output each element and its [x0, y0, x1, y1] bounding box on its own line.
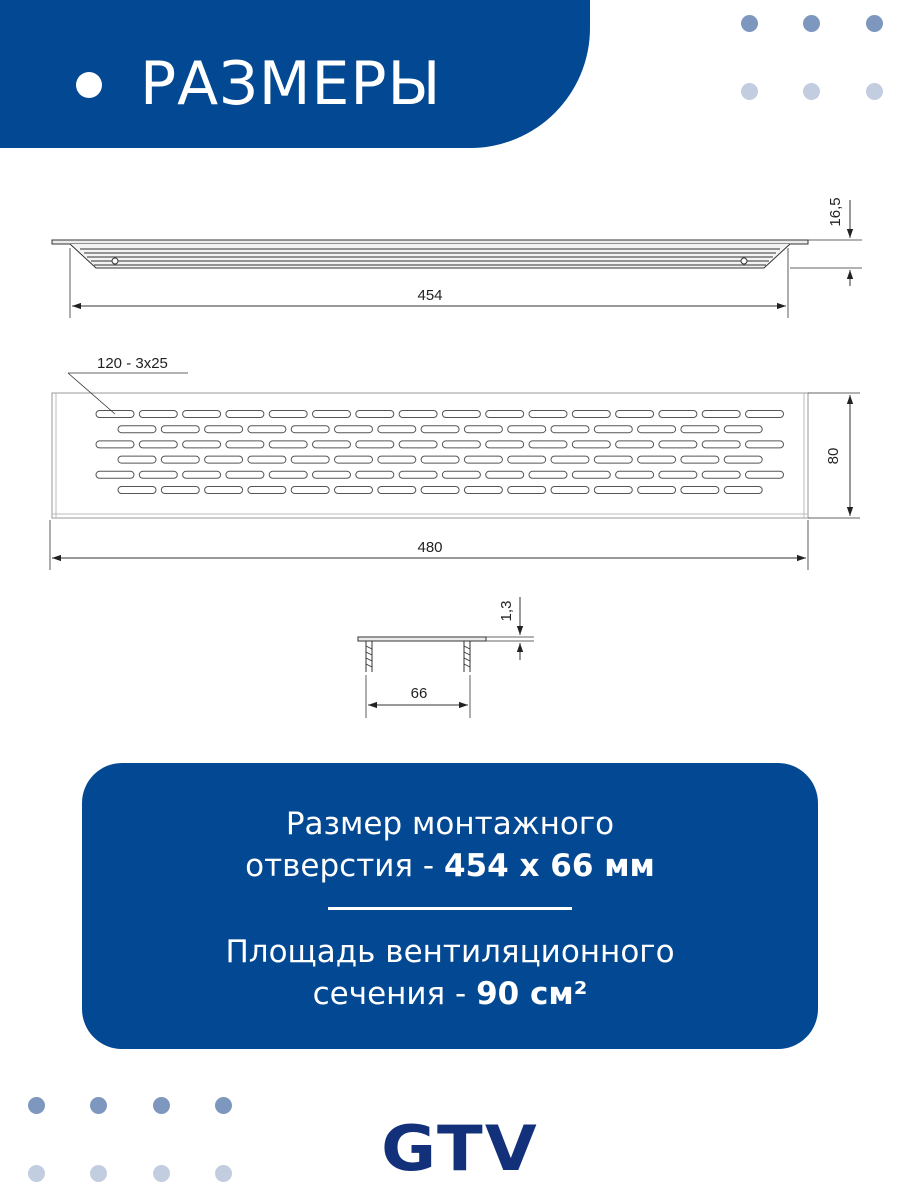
- vent-slot: [248, 426, 286, 433]
- decor-dot: [28, 1165, 45, 1182]
- slot-label: 120 - 3x25: [97, 355, 168, 372]
- vent-slot: [724, 426, 762, 433]
- vent-slot: [681, 426, 719, 433]
- vent-slot: [442, 411, 480, 418]
- vent-slot: [442, 471, 480, 478]
- decor-dot: [215, 1165, 232, 1182]
- vent-slot: [421, 456, 459, 463]
- vent-slot: [572, 471, 610, 478]
- vent-slot: [551, 426, 589, 433]
- vent-slot: [96, 441, 134, 448]
- vent-slot: [702, 471, 740, 478]
- vent-slot: [335, 426, 373, 433]
- vent-slot: [269, 441, 307, 448]
- vent-slot: [681, 456, 719, 463]
- vent-slot: [551, 487, 589, 494]
- vent-slot: [356, 441, 394, 448]
- vent-slot: [313, 441, 351, 448]
- vent-slot: [139, 471, 177, 478]
- vent-slot: [724, 456, 762, 463]
- vent-slot: [508, 426, 546, 433]
- front-width-label: 480: [417, 539, 443, 556]
- vent-slot: [421, 487, 459, 494]
- vent-slot: [746, 411, 784, 418]
- vent-slot: [572, 441, 610, 448]
- page-title: РАЗМЕРЫ: [140, 49, 442, 119]
- vent-slot: [551, 456, 589, 463]
- vent-slot: [183, 411, 221, 418]
- vent-slot: [486, 471, 524, 478]
- vent-slot: [118, 426, 156, 433]
- front-height-label: 80: [825, 447, 842, 465]
- vent-slot: [746, 471, 784, 478]
- decor-dot: [215, 1097, 232, 1114]
- mounting-hole-suffix: отверстия -: [245, 848, 444, 884]
- decor-dot: [28, 1097, 45, 1114]
- mounting-hole-line1: Размер монтажного: [285, 806, 615, 842]
- vent-slot: [681, 487, 719, 494]
- vent-slot: [248, 456, 286, 463]
- vent-slot: [139, 411, 177, 418]
- vent-slot: [139, 441, 177, 448]
- vent-slot: [421, 426, 459, 433]
- vent-slot: [638, 456, 676, 463]
- decor-dot: [153, 1097, 170, 1114]
- vent-slot: [205, 487, 243, 494]
- vent-slot: [529, 441, 567, 448]
- vent-slot: [442, 441, 480, 448]
- vent-slot: [291, 426, 329, 433]
- vent-slot: [616, 471, 654, 478]
- vent-slot: [161, 456, 199, 463]
- vent-slot: [529, 411, 567, 418]
- side-view: [52, 200, 862, 318]
- divider: [328, 907, 572, 910]
- ventilation-area-suffix: сечения -: [312, 976, 477, 1012]
- vent-slot: [356, 411, 394, 418]
- vent-slot: [118, 487, 156, 494]
- vent-slot: [702, 441, 740, 448]
- vent-slot: [269, 411, 307, 418]
- vent-slot: [399, 411, 437, 418]
- vent-slot: [399, 471, 437, 478]
- vent-slot: [572, 411, 610, 418]
- vent-slot: [659, 411, 697, 418]
- vent-slot: [399, 441, 437, 448]
- vent-slot: [313, 471, 351, 478]
- ventilation-area-line1: Площадь вентиляционного: [225, 934, 675, 970]
- vent-slot: [161, 426, 199, 433]
- vent-slot: [291, 456, 329, 463]
- vent-slot: [659, 441, 697, 448]
- vent-slot: [486, 411, 524, 418]
- vent-slot: [248, 487, 286, 494]
- decor-dot: [153, 1165, 170, 1182]
- side-width-label: 454: [417, 287, 443, 304]
- vent-slot: [702, 411, 740, 418]
- section-thickness-label: 1,3: [498, 600, 515, 622]
- ventilation-area-line2: [82, 973, 818, 1015]
- section-width-label: 66: [410, 685, 428, 702]
- vent-slot: [594, 426, 632, 433]
- ventilation-area-info: [82, 931, 818, 1015]
- mounting-hole-line2: [82, 845, 818, 887]
- vent-slot: [378, 456, 416, 463]
- vent-slot: [335, 456, 373, 463]
- vent-slot: [226, 411, 264, 418]
- vent-slot: [313, 411, 351, 418]
- vent-slot: [183, 471, 221, 478]
- vent-slot: [486, 441, 524, 448]
- vent-slot: [161, 487, 199, 494]
- vent-slot: [96, 471, 134, 478]
- vent-slot: [464, 426, 502, 433]
- vent-slot: [638, 487, 676, 494]
- vent-slot: [746, 441, 784, 448]
- vent-slot: [508, 487, 546, 494]
- vent-slot: [269, 471, 307, 478]
- mounting-hole-value: 454 x 66 мм: [443, 848, 655, 884]
- vent-slot: [356, 471, 394, 478]
- vent-slot: [594, 456, 632, 463]
- side-height-label: 16,5: [827, 197, 844, 227]
- vent-slot: [529, 471, 567, 478]
- vent-slot: [594, 487, 632, 494]
- vent-slot: [724, 487, 762, 494]
- vent-slot: [508, 456, 546, 463]
- info-box: [82, 763, 818, 1049]
- gtv-logo: GTV: [381, 1112, 539, 1185]
- ventilation-area-value: 90 см²: [476, 976, 588, 1012]
- vent-slot: [464, 487, 502, 494]
- vent-slot: [464, 456, 502, 463]
- vent-slot: [183, 441, 221, 448]
- vent-slot: [638, 426, 676, 433]
- vent-slot: [291, 487, 329, 494]
- decor-dot: [90, 1165, 107, 1182]
- vent-slot: [616, 441, 654, 448]
- vent-slot: [378, 487, 416, 494]
- vent-slot: [659, 471, 697, 478]
- vent-slot: [616, 411, 654, 418]
- vent-slot: [118, 456, 156, 463]
- vent-slot: [226, 441, 264, 448]
- vent-slot: [226, 471, 264, 478]
- vent-slot: [205, 426, 243, 433]
- vent-slot: [378, 426, 416, 433]
- front-view: [50, 373, 860, 570]
- vent-slot: [335, 487, 373, 494]
- decor-dot: [90, 1097, 107, 1114]
- mounting-hole-info: [82, 803, 818, 887]
- vent-slot: [205, 456, 243, 463]
